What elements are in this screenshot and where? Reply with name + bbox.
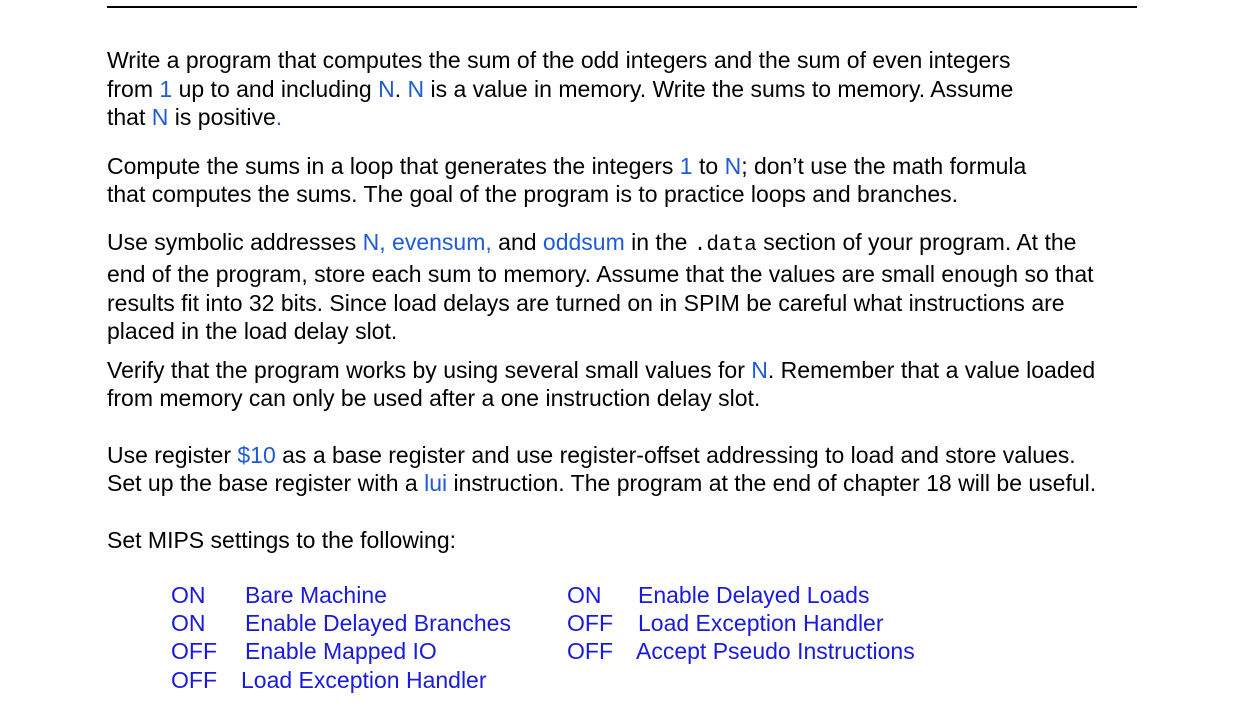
text: ; don’t use the math formula [741,152,1027,179]
setting-state: ON [171,582,206,608]
top-rule [107,6,1137,8]
setting-label: Load Exception Handler [241,666,487,693]
text: Use register [107,441,238,468]
setting-row [171,637,531,665]
paragraph-verify [107,356,1147,413]
text: in the [624,228,694,255]
assignment-text [107,46,1147,554]
text: that computes the sums. The goal of the program is to practice loops and branches. [107,181,959,207]
text: Use symbolic addresses [107,228,363,255]
setting-row [171,609,531,637]
settings-column-right [567,581,947,666]
symbol-n: N [407,75,425,102]
setting-label: Accept Pseudo Instructions [636,638,915,665]
setting-row [171,581,531,609]
text: that [107,104,152,130]
symbol-n: N [378,75,395,102]
text: placed in the load delay slot. [107,318,398,344]
text: Compute the sums in a loop that generates the integers [107,152,680,179]
text: . [275,104,283,130]
text: section of your program. At the [756,228,1077,255]
text: as a base register and use register-offset addressing to load and store values. [275,441,1076,468]
setting-label: Bare Machine [245,582,387,608]
value-1: 1 [159,75,173,102]
value-1: 1 [679,152,693,179]
paragraph-register [107,441,1147,498]
setting-row [567,637,947,665]
symbol-n: N [151,104,169,130]
paragraph-loop [107,152,1147,209]
paragraph-symbols [107,228,1147,346]
setting-label: Load Exception Handler [638,610,884,637]
text: up to and including [172,75,379,102]
symbol-n: N [724,152,742,179]
text: from memory can only be used after a one instruction delay slot. [107,385,761,411]
text: Set up the base register with a [107,470,425,496]
text: from [107,75,160,102]
text: . [394,75,408,102]
symbol-list: N, evensum, [362,228,492,255]
setting-row [567,609,947,637]
setting-label: Enable Mapped IO [245,638,437,665]
setting-state: ON [171,610,206,637]
text: to [692,152,725,179]
text: is positive [168,104,276,130]
data-section-code: .data [693,233,757,257]
setting-label: Enable Delayed Branches [245,610,511,637]
setting-state: OFF [567,610,613,637]
setting-state: OFF [171,666,217,693]
text: instruction. The program at the end of chapter 18 will be useful. [447,470,1097,496]
register-10: $10 [237,441,276,468]
paragraph-task [107,46,1147,132]
setting-state: OFF [171,638,217,665]
text: Verify that the program works by using several small values for [107,356,752,383]
text: is a value in memory. Write the sums to memory. Assume [424,75,1014,102]
symbol-n: N [751,356,768,383]
text: . Remember that a value loaded [767,356,1096,383]
settings-column-left [171,581,531,694]
text: Write a program that computes the sum of the odd integers and the sum of even integers [107,47,1011,73]
symbol-oddsum: oddsum [542,228,625,255]
setting-state: OFF [567,638,613,665]
setting-label: Enable Delayed Loads [638,582,870,608]
setting-row [171,666,531,694]
text: end of the program, store each sum to memory. Assume that the values are small enough so that [107,261,1094,287]
setting-state: ON [567,582,602,608]
text: and [491,228,543,255]
paragraph-settings-intro [107,526,1147,555]
lui-instruction: lui [424,470,448,496]
setting-row [567,581,947,609]
text: Set MIPS settings to the following: [107,526,457,553]
text: results fit into 32 bits. Since load delays are turned on in SPIM be careful what instructions are [107,289,1065,316]
